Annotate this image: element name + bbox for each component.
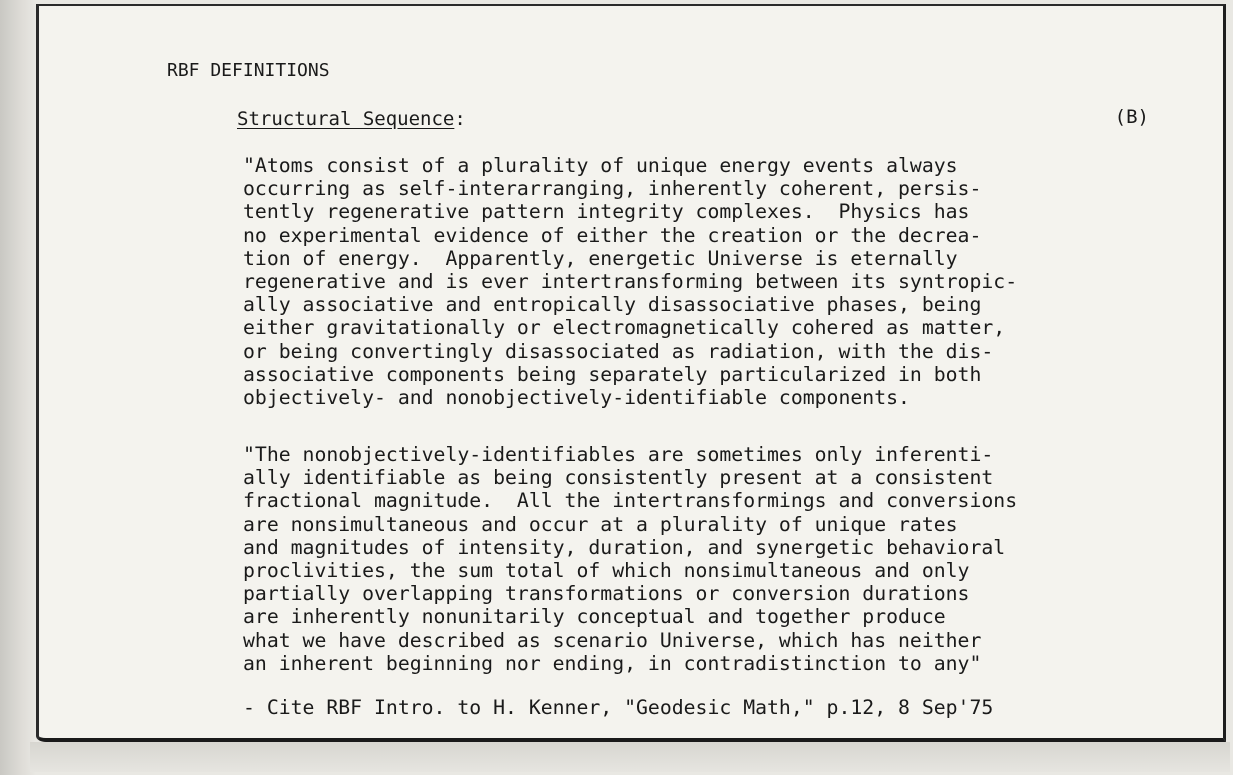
text-line: associative components being separately particularized in both <box>243 362 982 386</box>
text-line: fractional magnitude. All the intertransformings and conversions <box>243 489 1018 513</box>
text-line: "Atoms consist of a plurality of unique energy events always <box>243 154 958 177</box>
text-line: what we have described as scenario Universe, which has neither <box>243 628 982 652</box>
citation: - Cite RBF Intro. to H. Kenner, "Geodesic Math," p.12, 8 Sep'75 <box>243 696 994 719</box>
text-line: "The nonobjectively-identifiables are sometimes only inferenti- <box>243 443 994 466</box>
text-line: regenerative and is ever intertransforming between its syntropic- <box>243 269 1018 293</box>
text-line: no experimental evidence of either the creation or the decrea- <box>243 223 982 247</box>
text-line: tently regenerative pattern integrity complexes. Physics has <box>243 200 970 224</box>
text-line: occurring as self-interarranging, inherently coherent, persis- <box>243 177 982 201</box>
entry-heading <box>237 108 466 130</box>
card-code: (B) <box>1114 106 1149 128</box>
text-line: are inherently nonunitarily conceptual and together produce <box>243 605 946 629</box>
text-line: partially overlapping transformations or conversion durations <box>243 582 970 606</box>
definition-paragraph-1 <box>243 154 1017 409</box>
scan-margin <box>0 0 36 775</box>
card-shadow <box>30 742 1230 772</box>
text-line: an inherent beginning nor ending, in contradistinction to any" <box>243 651 982 675</box>
page-title: RBF DEFINITIONS <box>167 60 330 81</box>
text-line: objectively- and nonobjectively-identifiable components. <box>243 385 910 409</box>
index-card <box>36 4 1226 742</box>
text-line: and magnitudes of intensity, duration, and synergetic behavioral <box>243 535 1006 559</box>
definition-paragraph-2 <box>243 443 1017 675</box>
text-line: or being convertingly disassociated as radiation, with the dis- <box>243 339 994 363</box>
text-line: are nonsimultaneous and occur at a plurality of unique rates <box>243 512 958 536</box>
text-line: tion of energy. Apparently, energetic Universe is eternally <box>243 246 958 270</box>
text-line: proclivities, the sum total of which nonsimultaneous and only <box>243 558 970 582</box>
text-line: ally identifiable as being consistently present at a consistent <box>243 466 994 490</box>
text-line: ally associative and entropically disassociative phases, being <box>243 293 982 317</box>
text-line: either gravitationally or electromagnetically cohered as matter, <box>243 316 1006 340</box>
entry-term-colon: : <box>454 108 466 130</box>
entry-term: Structural Sequence <box>237 108 455 130</box>
